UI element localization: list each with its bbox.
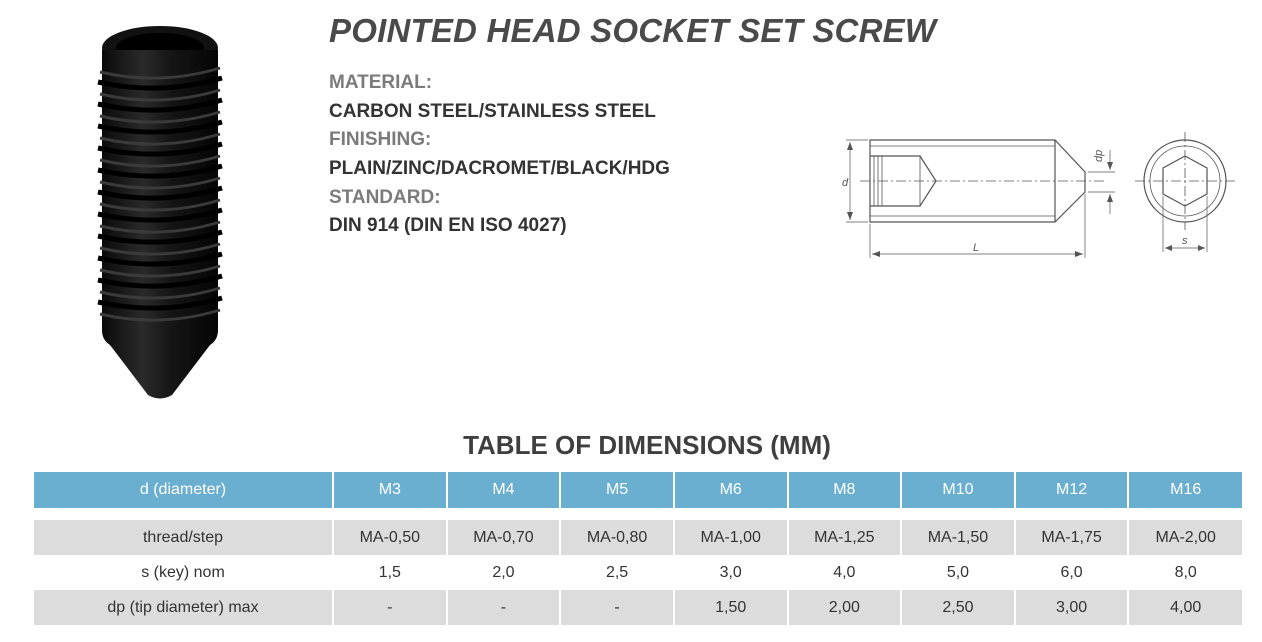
technical-drawing <box>830 130 1250 265</box>
table-cell: 5,0 <box>901 555 1015 590</box>
table-cell: MA-1,75 <box>1015 520 1129 555</box>
table-cell: thread/step <box>34 520 333 555</box>
table-row <box>34 590 1242 625</box>
table-cell: 2,00 <box>788 590 902 625</box>
standard-label: STANDARD: <box>329 187 441 208</box>
table-header-row <box>34 472 1242 508</box>
table-cell: MA-0,80 <box>560 520 674 555</box>
product-title: POINTED HEAD SOCKET SET SCREW <box>329 12 937 49</box>
table-cell: MA-2,00 <box>1128 520 1242 555</box>
header-cell: M6 <box>674 472 788 508</box>
table-title: TABLE OF DIMENSIONS (MM) <box>463 430 831 460</box>
table-cell: s (key) nom <box>34 555 333 590</box>
drawing-label-dp: dp <box>1093 149 1105 162</box>
header-cell: M16 <box>1128 472 1242 508</box>
drawing-label-s: s <box>1182 235 1188 247</box>
table-cell: dp (tip diameter) max <box>34 590 333 625</box>
table-cell: MA-1,25 <box>788 520 902 555</box>
table-cell: 3,00 <box>1015 590 1129 625</box>
header-cell: M8 <box>788 472 902 508</box>
table-cell: - <box>560 590 674 625</box>
table-row <box>34 520 1242 555</box>
table-cell: 2,50 <box>901 590 1015 625</box>
header-cell: d (diameter) <box>34 472 333 508</box>
table-cell: MA-1,00 <box>674 520 788 555</box>
table-cell: 8,0 <box>1128 555 1242 590</box>
drawing-label-d: d <box>842 177 849 189</box>
table-cell: MA-0,50 <box>333 520 447 555</box>
table-cell: MA-0,70 <box>447 520 561 555</box>
table-cell: 4,0 <box>788 555 902 590</box>
table-cell: 6,0 <box>1015 555 1129 590</box>
table-cell: 1,5 <box>333 555 447 590</box>
header-cell: M12 <box>1015 472 1129 508</box>
table-cell: 4,00 <box>1128 590 1242 625</box>
table-cell: 3,0 <box>674 555 788 590</box>
material-label: MATERIAL: <box>329 72 433 93</box>
table-cell: 1,50 <box>674 590 788 625</box>
header-cell: M3 <box>333 472 447 508</box>
table-cell: - <box>447 590 561 625</box>
finishing-value: PLAIN/ZINC/DACROMET/BLACK/HDG <box>329 158 670 179</box>
product-photo <box>80 10 240 400</box>
finishing-label: FINISHING: <box>329 129 432 150</box>
drawing-label-l: L <box>973 242 980 254</box>
table-spacer <box>34 508 1242 520</box>
header-cell: M10 <box>901 472 1015 508</box>
table-cell: MA-1,50 <box>901 520 1015 555</box>
standard-value: DIN 914 (DIN EN ISO 4027) <box>329 215 567 236</box>
material-value: CARBON STEEL/STAINLESS STEEL <box>329 101 656 122</box>
table-cell: - <box>333 590 447 625</box>
table-cell: 2,0 <box>447 555 561 590</box>
dimensions-table <box>34 472 1242 625</box>
table-row <box>34 555 1242 590</box>
header-cell: M5 <box>560 472 674 508</box>
header-cell: M4 <box>447 472 561 508</box>
table-cell: 2,5 <box>560 555 674 590</box>
